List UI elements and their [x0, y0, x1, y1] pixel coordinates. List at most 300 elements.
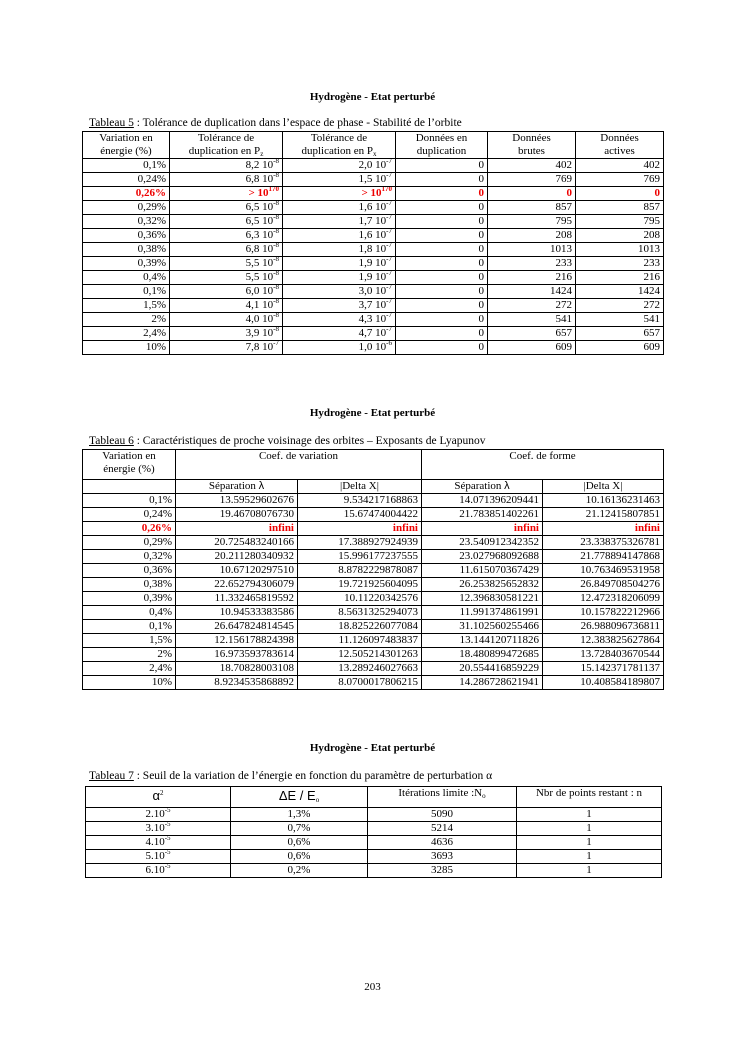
- t6-variation-cell: 10%: [83, 676, 176, 690]
- t6-delta-var-cell: 9.534217168863: [298, 494, 422, 508]
- t5-dup-cell: 0: [396, 327, 488, 341]
- t5-tol-px-cell: [283, 215, 396, 229]
- t5-brutes-cell: 1013: [488, 243, 576, 257]
- t6-h-variation: Variation en énergie (%): [83, 450, 176, 480]
- t5-tol-pz-cell: [170, 201, 283, 215]
- t5-variation-cell: 0,39%: [83, 257, 170, 271]
- t5-tol-pz-cell: [170, 257, 283, 271]
- table-row: [83, 201, 664, 215]
- t6-delta-var-cell: 8.0700017806215: [298, 676, 422, 690]
- table-row: [83, 606, 664, 620]
- t5-variation-cell: 0,26%: [83, 187, 170, 201]
- t5-tol-pz-cell: [170, 173, 283, 187]
- t6-delta-var-cell: 11.126097483837: [298, 634, 422, 648]
- table5-heading: Hydrogène - Etat perturbé: [309, 91, 436, 103]
- t5-dup-cell: 0: [396, 229, 488, 243]
- t6-sep-form-cell: infini: [422, 522, 543, 536]
- table-row: [86, 850, 662, 864]
- t6-sep-var-cell: 12.156178824398: [176, 634, 298, 648]
- t6-delta-form-cell: 10.16136231463: [543, 494, 664, 508]
- table-row: [83, 341, 664, 355]
- table-row: [83, 620, 664, 634]
- t5-tol-px-cell: [283, 173, 396, 187]
- t7-alpha-cell: [86, 822, 231, 836]
- t6-variation-cell: 2,4%: [83, 662, 176, 676]
- t6-delta-var-cell: 10.11220342576: [298, 592, 422, 606]
- table-row: [83, 327, 664, 341]
- table-row: [86, 808, 662, 822]
- t5-tol-px-cell: [283, 201, 396, 215]
- t5-tol-px-exponent: 170: [381, 186, 392, 194]
- t6-variation-cell: 0,36%: [83, 564, 176, 578]
- t5-tol-px-cell: [283, 257, 396, 271]
- t5-actives-cell: 541: [576, 313, 664, 327]
- t6-delta-var-cell: infini: [298, 522, 422, 536]
- t5-tol-px-cell: [283, 299, 396, 313]
- t7-iterations-cell: 4636: [368, 836, 517, 850]
- t5-variation-cell: 1,5%: [83, 299, 170, 313]
- table-row: [83, 536, 664, 550]
- t5-tol-px-mantissa: 1,6 10: [358, 229, 387, 242]
- t5-brutes-cell: 609: [488, 341, 576, 355]
- t5-actives-cell: 402: [576, 159, 664, 173]
- t7-iterations-cell: 5214: [368, 822, 517, 836]
- t5-tol-pz-mantissa: 6,0 10: [245, 285, 274, 298]
- t5-tol-px-exponent: -7: [386, 298, 392, 306]
- t6-h-blank: [83, 480, 176, 494]
- t5-dup-cell: 0: [396, 173, 488, 187]
- t6-delta-form-cell: 23.338375326781: [543, 536, 664, 550]
- t5-variation-cell: 0,36%: [83, 229, 170, 243]
- t6-h-coef-variation: Coef. de variation: [176, 450, 422, 480]
- t5-variation-cell: 0,29%: [83, 201, 170, 215]
- t7-points-cell: 1: [517, 850, 662, 864]
- t5-tol-px-exponent: -7: [386, 256, 392, 264]
- t5-brutes-cell: 769: [488, 173, 576, 187]
- t5-tol-pz-mantissa: 7,8 10: [245, 341, 274, 354]
- t5-tol-px-exponent: -7: [386, 284, 392, 292]
- t5-tol-pz-exponent: 170: [268, 186, 279, 194]
- t5-tol-pz-mantissa: 3,9 10: [245, 327, 274, 340]
- t6-sep-form-cell: 14.071396209441: [422, 494, 543, 508]
- t6-delta-form-cell: 13.728403670544: [543, 648, 664, 662]
- t5-dup-cell: 0: [396, 257, 488, 271]
- t5-tol-pz-exponent: -8: [273, 158, 279, 166]
- t5-tol-pz-exponent: -8: [273, 172, 279, 180]
- t5-tol-px-mantissa: 1,7 10: [358, 215, 387, 228]
- t7-iterations-cell: 3693: [368, 850, 517, 864]
- t7-points-cell: 1: [517, 836, 662, 850]
- t5-actives-cell: 216: [576, 271, 664, 285]
- t5-tol-px-exponent: -7: [386, 228, 392, 236]
- table-row: [83, 299, 664, 313]
- table6-caption-text: : Caractéristiques de proche voisinage des orbites – Exposants de Lyapunov: [133, 435, 486, 447]
- t6-sep-form-cell: 12.396830581221: [422, 592, 543, 606]
- t7-iterations-cell: 3285: [368, 864, 517, 878]
- table5-header-row: [83, 132, 664, 159]
- t5-brutes-cell: 795: [488, 215, 576, 229]
- t5-brutes-cell: 657: [488, 327, 576, 341]
- t5-tol-px-exponent: -7: [386, 158, 392, 166]
- t5-dup-cell: 0: [396, 159, 488, 173]
- t5-tol-px-cell: [283, 341, 396, 355]
- table5-caption-text: : Tolérance de duplication dans l’espace de phase - Stabilité de l’orbite: [133, 117, 462, 129]
- t5-tol-px-cell: [283, 313, 396, 327]
- t5-tol-px-mantissa: 3,7 10: [358, 299, 387, 312]
- t5-tol-pz-cell: [170, 215, 283, 229]
- t6-sep-form-cell: 31.102560255466: [422, 620, 543, 634]
- t5-brutes-cell: 272: [488, 299, 576, 313]
- t7-alpha-exponent: -5: [164, 863, 171, 871]
- t6-delta-form-cell: 12.383825627864: [543, 634, 664, 648]
- table5: [82, 131, 664, 355]
- t5-variation-cell: 10%: [83, 341, 170, 355]
- t5-h-variation: Variation en énergie (%): [83, 132, 170, 159]
- t5-tol-px-mantissa: 4,3 10: [358, 313, 387, 326]
- t5-tol-pz-mantissa: 5,5 10: [245, 257, 274, 270]
- t5-h-actives: Données actives: [576, 132, 664, 159]
- table-row: [83, 662, 664, 676]
- table-row: [83, 285, 664, 299]
- t6-variation-cell: 0,39%: [83, 592, 176, 606]
- t5-tol-pz-cell: [170, 187, 283, 201]
- t5-tol-pz-exponent: -8: [273, 228, 279, 236]
- t5-dup-cell: 0: [396, 215, 488, 229]
- table6-heading: Hydrogène - Etat perturbé: [309, 407, 436, 419]
- t5-brutes-cell: 208: [488, 229, 576, 243]
- t5-variation-cell: 2%: [83, 313, 170, 327]
- t5-tol-px-cell: [283, 243, 396, 257]
- t5-tol-pz-exponent: -8: [273, 298, 279, 306]
- t6-sep-var-cell: 11.332465819592: [176, 592, 298, 606]
- t5-tol-pz-mantissa: > 10: [248, 187, 269, 200]
- t6-delta-var-cell: 15.996177237555: [298, 550, 422, 564]
- t6-sep-form-cell: 20.554416859229: [422, 662, 543, 676]
- t6-delta-form-cell: 15.142371781137: [543, 662, 664, 676]
- t5-tol-px-exponent: -7: [386, 172, 392, 180]
- t5-brutes-cell: 1424: [488, 285, 576, 299]
- t6-delta-var-cell: 12.505214301263: [298, 648, 422, 662]
- t7-points-cell: 1: [517, 864, 662, 878]
- table-row: [83, 271, 664, 285]
- t5-brutes-cell: 541: [488, 313, 576, 327]
- t6-h-coef-forme: Coef. de forme: [422, 450, 664, 480]
- t6-variation-cell: 0,4%: [83, 606, 176, 620]
- table-row: [83, 578, 664, 592]
- t6-delta-var-cell: 17.388927924939: [298, 536, 422, 550]
- t5-brutes-cell: 402: [488, 159, 576, 173]
- t6-sep-form-cell: 18.480899472685: [422, 648, 543, 662]
- t5-variation-cell: 0,38%: [83, 243, 170, 257]
- table-row: [83, 313, 664, 327]
- t6-sep-var-cell: 20.211280340932: [176, 550, 298, 564]
- t6-sep-form-cell: 23.027968092688: [422, 550, 543, 564]
- t5-tol-pz-exponent: -8: [273, 326, 279, 334]
- t5-brutes-cell: 857: [488, 201, 576, 215]
- t6-variation-cell: 1,5%: [83, 634, 176, 648]
- t5-tol-pz-mantissa: 4,0 10: [245, 313, 274, 326]
- t6-sep-var-cell: 8.9234535868892: [176, 676, 298, 690]
- t5-tol-px-exponent: -7: [386, 200, 392, 208]
- t6-sep-var-cell: 26.647824814545: [176, 620, 298, 634]
- t5-tol-pz-cell: [170, 271, 283, 285]
- t5-tol-pz-exponent: -8: [273, 200, 279, 208]
- t7-alpha-mantissa: 4.10: [145, 836, 165, 849]
- t5-tol-pz-cell: [170, 341, 283, 355]
- t5-h-brutes: Données brutes: [488, 132, 576, 159]
- t5-tol-px-exponent: -7: [386, 326, 392, 334]
- t5-tol-px-mantissa: 1,0 10: [358, 341, 387, 354]
- t6-sep-form-cell: 23.540912342352: [422, 536, 543, 550]
- table-row: [83, 508, 664, 522]
- t6-delta-form-cell: 10.408584189807: [543, 676, 664, 690]
- t6-sep-var-cell: infini: [176, 522, 298, 536]
- t5-actives-cell: 272: [576, 299, 664, 313]
- table6-header-row2: [83, 480, 664, 494]
- t6-delta-form-cell: 12.472318206099: [543, 592, 664, 606]
- t7-h-points: Nbr de points restant : n: [517, 787, 662, 808]
- t5-variation-cell: 2,4%: [83, 327, 170, 341]
- t6-delta-form-cell: 21.778894147868: [543, 550, 664, 564]
- table-row: [83, 187, 664, 201]
- table-row: [83, 494, 664, 508]
- t5-tol-px-exponent: -7: [386, 242, 392, 250]
- t6-sep-form-cell: 14.286728621941: [422, 676, 543, 690]
- t5-tol-px-mantissa: 1,6 10: [358, 201, 387, 214]
- t6-sep-var-cell: 18.70828003108: [176, 662, 298, 676]
- t5-dup-cell: 0: [396, 299, 488, 313]
- t5-tol-px-mantissa: 3,0 10: [358, 285, 387, 298]
- t5-dup-cell: 0: [396, 187, 488, 201]
- t6-delta-var-cell: 8.5631325294073: [298, 606, 422, 620]
- t7-alpha-mantissa: 2.10: [145, 808, 165, 821]
- table-row: [83, 173, 664, 187]
- t5-tol-pz-mantissa: 6,5 10: [245, 215, 274, 228]
- t5-tol-px-cell: [283, 187, 396, 201]
- t6-sep-var-cell: 22.652794306079: [176, 578, 298, 592]
- t6-h-sep-form: Séparation λ: [422, 480, 543, 494]
- t6-h-sep-var: Séparation λ: [176, 480, 298, 494]
- t6-variation-cell: 0,32%: [83, 550, 176, 564]
- table-row: [83, 676, 664, 690]
- t7-points-cell: 1: [517, 822, 662, 836]
- t7-alpha-mantissa: 3.10: [145, 822, 165, 835]
- t6-variation-cell: 0,38%: [83, 578, 176, 592]
- t5-tol-pz-mantissa: 6,8 10: [245, 243, 274, 256]
- t5-tol-px-mantissa: > 10: [361, 187, 382, 200]
- t5-tol-pz-mantissa: 4,1 10: [245, 299, 274, 312]
- t5-tol-pz-exponent: -8: [273, 284, 279, 292]
- t5-actives-cell: 795: [576, 215, 664, 229]
- table6: [82, 449, 664, 690]
- t5-actives-cell: 769: [576, 173, 664, 187]
- t7-alpha-mantissa: 6.10: [145, 864, 165, 877]
- t5-tol-px-mantissa: 4,7 10: [358, 327, 387, 340]
- table7-header-row: [86, 787, 662, 808]
- t5-tol-px-cell: [283, 271, 396, 285]
- t6-delta-form-cell: 26.849708504276: [543, 578, 664, 592]
- t5-tol-pz-mantissa: 5,5 10: [245, 271, 274, 284]
- t6-delta-form-cell: 10.157822212966: [543, 606, 664, 620]
- t5-dup-cell: 0: [396, 341, 488, 355]
- t7-delta-e-cell: 0,7%: [231, 822, 368, 836]
- t5-brutes-cell: 233: [488, 257, 576, 271]
- table-row: [86, 864, 662, 878]
- t6-variation-cell: 0,1%: [83, 494, 176, 508]
- table7-caption: [89, 770, 492, 782]
- t5-actives-cell: 609: [576, 341, 664, 355]
- t5-tol-px-exponent: -7: [386, 270, 392, 278]
- t5-tol-px-mantissa: 1,9 10: [358, 257, 387, 270]
- table-row: [83, 257, 664, 271]
- t5-tol-px-exponent: -7: [386, 214, 392, 222]
- t5-tol-pz-cell: [170, 285, 283, 299]
- t5-tol-pz-cell: [170, 299, 283, 313]
- t6-sep-var-cell: 20.725483240166: [176, 536, 298, 550]
- t7-points-cell: 1: [517, 808, 662, 822]
- t6-variation-cell: 0,26%: [83, 522, 176, 536]
- t5-tol-px-cell: [283, 285, 396, 299]
- t6-variation-cell: 0,24%: [83, 508, 176, 522]
- t7-delta-e-cell: 0,6%: [231, 836, 368, 850]
- table6-caption-label: Tableau 6: [89, 435, 134, 447]
- table-row: [83, 522, 664, 536]
- t6-delta-form-cell: 26.988096736811: [543, 620, 664, 634]
- t6-delta-form-cell: 10.763469531958: [543, 564, 664, 578]
- t5-tol-pz-exponent: -7: [273, 340, 279, 348]
- table7-heading: Hydrogène - Etat perturbé: [309, 742, 436, 754]
- t5-tol-pz-cell: [170, 243, 283, 257]
- t5-tol-pz-exponent: -8: [273, 242, 279, 250]
- table-row: [83, 564, 664, 578]
- table-row: [86, 836, 662, 850]
- t5-tol-pz-cell: [170, 159, 283, 173]
- t5-tol-pz-mantissa: 6,3 10: [245, 229, 274, 242]
- t5-brutes-cell: 216: [488, 271, 576, 285]
- table5-caption-label: Tableau 5: [89, 117, 134, 129]
- table7: [85, 786, 662, 878]
- t5-tol-pz-exponent: -8: [273, 270, 279, 278]
- t6-h-delta-form: |Delta X|: [543, 480, 664, 494]
- t6-delta-var-cell: 18.825226077084: [298, 620, 422, 634]
- t5-tol-px-mantissa: 1,8 10: [358, 243, 387, 256]
- t7-delta-e-cell: 0,6%: [231, 850, 368, 864]
- t5-variation-cell: 0,32%: [83, 215, 170, 229]
- t5-tol-pz-exponent: -8: [273, 214, 279, 222]
- t6-delta-var-cell: 13.289246027663: [298, 662, 422, 676]
- t7-alpha-cell: [86, 808, 231, 822]
- t7-h-iterations: Itérations limite $:N_o$: [368, 787, 517, 808]
- t6-variation-cell: 0,1%: [83, 620, 176, 634]
- t5-tol-pz-cell: [170, 229, 283, 243]
- t5-dup-cell: 0: [396, 243, 488, 257]
- table-row: [83, 243, 664, 257]
- t6-sep-var-cell: 10.94533383586: [176, 606, 298, 620]
- t6-sep-var-cell: 13.59529602676: [176, 494, 298, 508]
- t5-tol-pz-mantissa: 6,5 10: [245, 201, 274, 214]
- t5-tol-px-exponent: -6: [386, 340, 392, 348]
- t7-iterations-cell: 5090: [368, 808, 517, 822]
- t5-tol-pz-cell: [170, 327, 283, 341]
- table-row: [83, 159, 664, 173]
- t5-dup-cell: 0: [396, 285, 488, 299]
- t7-alpha-mantissa: 5.10: [145, 850, 165, 863]
- t5-tol-pz-exponent: -8: [273, 312, 279, 320]
- t5-actives-cell: 1424: [576, 285, 664, 299]
- t5-h-tol-pz: Tolérance de duplication en $P_z$: [170, 132, 283, 159]
- t5-dup-cell: 0: [396, 313, 488, 327]
- t5-variation-cell: 0,24%: [83, 173, 170, 187]
- t5-actives-cell: 233: [576, 257, 664, 271]
- t7-alpha-exponent: -5: [164, 835, 171, 843]
- t7-alpha-exponent: -5: [164, 807, 171, 815]
- t6-delta-form-cell: infini: [543, 522, 664, 536]
- t7-alpha-exponent: -5: [164, 821, 171, 829]
- t6-sep-form-cell: 11.615070367429: [422, 564, 543, 578]
- t5-actives-cell: 208: [576, 229, 664, 243]
- table-row: [83, 592, 664, 606]
- t7-delta-e-cell: 0,2%: [231, 864, 368, 878]
- t5-tol-pz-mantissa: 8,2 10: [245, 159, 274, 172]
- t5-dup-cell: 0: [396, 201, 488, 215]
- t6-variation-cell: 0,29%: [83, 536, 176, 550]
- table-row: [83, 550, 664, 564]
- t5-tol-pz-exponent: -8: [273, 256, 279, 264]
- t6-variation-cell: 2%: [83, 648, 176, 662]
- t7-alpha-exponent: -5: [164, 849, 171, 857]
- t6-sep-form-cell: 13.144120711826: [422, 634, 543, 648]
- t6-delta-var-cell: 19.721925604095: [298, 578, 422, 592]
- t6-h-delta-var: |Delta X|: [298, 480, 422, 494]
- t5-tol-px-mantissa: 1,5 10: [358, 173, 387, 186]
- t6-sep-form-cell: 26.253825652832: [422, 578, 543, 592]
- t5-tol-px-cell: [283, 327, 396, 341]
- table7-caption-label: Tableau 7: [89, 770, 134, 782]
- t5-variation-cell: 0,4%: [83, 271, 170, 285]
- t7-alpha-cell: [86, 864, 231, 878]
- t6-sep-form-cell: 11.991374861991: [422, 606, 543, 620]
- t6-delta-form-cell: 21.12415807851: [543, 508, 664, 522]
- t5-dup-cell: 0: [396, 271, 488, 285]
- t7-h-delta-e: ΔE / $E_o$: [231, 787, 368, 808]
- table7-caption-text: : Seuil de la variation de l’énergie en fonction du paramètre de perturbation α: [133, 770, 493, 782]
- t5-brutes-cell: 0: [488, 187, 576, 201]
- t6-sep-form-cell: 21.783851402261: [422, 508, 543, 522]
- t5-h-dup: Données en duplication: [396, 132, 488, 159]
- t6-sep-var-cell: 10.67120297510: [176, 564, 298, 578]
- t6-sep-var-cell: 16.973593783614: [176, 648, 298, 662]
- t7-alpha-cell: [86, 836, 231, 850]
- table-row: [83, 229, 664, 243]
- t5-actives-cell: 0: [576, 187, 664, 201]
- page-number: 203: [364, 981, 381, 993]
- t5-h-tol-px: Tolérance de duplication en $P_x$: [283, 132, 396, 159]
- t5-tol-pz-cell: [170, 313, 283, 327]
- t6-delta-var-cell: 15.67474004422: [298, 508, 422, 522]
- table-row: [83, 648, 664, 662]
- table6-caption: [89, 435, 485, 447]
- table-row: [83, 215, 664, 229]
- t5-variation-cell: 0,1%: [83, 159, 170, 173]
- t6-delta-var-cell: 8.8782229878087: [298, 564, 422, 578]
- t5-tol-px-cell: [283, 159, 396, 173]
- t5-tol-px-mantissa: 2,0 10: [358, 159, 387, 172]
- t5-actives-cell: 1013: [576, 243, 664, 257]
- t5-variation-cell: 0,1%: [83, 285, 170, 299]
- table6-header-row1: [83, 450, 664, 480]
- t5-tol-px-mantissa: 1,9 10: [358, 271, 387, 284]
- t7-h-alpha: $\alpha^2$: [86, 787, 231, 808]
